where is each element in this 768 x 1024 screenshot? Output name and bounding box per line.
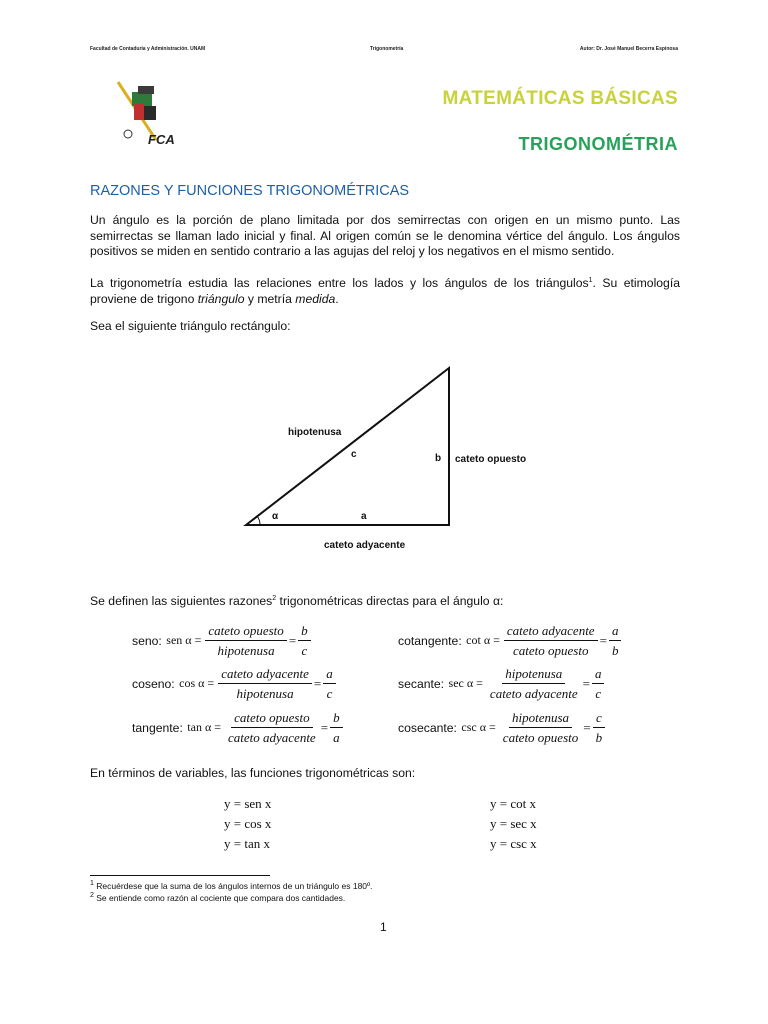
logo-text: FCA [148, 132, 175, 147]
paragraph-3: Sea el siguiente triángulo rectángulo: [90, 319, 291, 333]
side-b-label: b [435, 453, 442, 464]
var-csc: y = csc x [490, 836, 537, 851]
paragraph-2: La trigonometría estudia las relaciones entre los lados y los ángulos de los triángulos$^1$. Su etimología proviene de trigono triángulo y metría medida. [90, 276, 680, 306]
alpha-label: α [272, 511, 279, 522]
side-c-label: c [351, 449, 357, 460]
paragraph-5: En términos de variables, las funciones trigonométricas son: [90, 766, 416, 780]
var-tan: y = tan x [224, 836, 270, 851]
hypotenuse-label: hipotenusa [288, 427, 342, 438]
header-right: Autor: Dr. José Manuel Becerra Espinosa [579, 46, 678, 52]
var-cos: y = cos x [224, 816, 272, 831]
adjacent-label: cateto adyacente [324, 540, 406, 551]
header-left: Facultad de Contaduría y Administración. UNAM [90, 46, 206, 52]
footnote-2: $^2$ Se entiende como razón al cociente que compara dos cantidades. [90, 892, 346, 903]
var-sec: y = sec x [490, 816, 537, 831]
page-number: 1 [380, 920, 387, 934]
opposite-label: cateto opuesto [455, 454, 527, 465]
formula-cosecante: cosecante: csc α = $\frac{\text{hipotenusa}}{\text{cateto opuesto}}$ = $\frac{c}{b}$ [398, 709, 607, 746]
formula-secante: secante: sec α = $\frac{\text{hipotenusa}}{\text{cateto adyacente}}$ = $\frac{a}{c}$ [398, 665, 606, 702]
title-sub: TRIGONOMÉTRIA [518, 134, 678, 154]
formula-cotangente: cotangente: cot α = $\frac{\text{cateto adyacente}}{\text{cateto opuesto}}$ = $\frac{a}{b}$ [398, 622, 623, 659]
formula-coseno: coseno: cos α = $\frac{\text{cateto adyacente}}{\text{hipotenusa}}$ = $\frac{a}{c}$ [132, 665, 338, 702]
var-sen: y = sen x [224, 796, 272, 811]
section-title: RAZONES Y FUNCIONES TRIGONOMÉTRICAS [90, 183, 410, 199]
footnote-1: $^1$ Recuérdese que la suma de los ángulos internos de un triángulo es 180º. [90, 880, 373, 891]
paragraph-1: Un ángulo es la porción de plano limitada por dos semirrectas con origen en un mismo punto. Las semirrectas se llaman lado inicial y final. Al origen común se le denomina vértice del ángulo. Los ángulos positivos se miden en sentido contrario a las agujas del reloj y los negativos en el mismo sentido. [90, 213, 680, 258]
title-main: MATEMÁTICAS BÁSICAS [442, 88, 678, 109]
var-cot: y = cot x [490, 796, 536, 811]
paragraph-4: Se definen las siguientes razones$^2$ trigonométricas directas para el ángulo α: [90, 594, 504, 609]
logo [110, 78, 190, 148]
formula-tangente: tangente: tan α = $\frac{\text{cateto opuesto}}{\text{cateto adyacente}}$ = $\frac{b}{a}$ [132, 709, 345, 746]
formula-seno: seno: sen α = $\frac{\text{cateto opuesto}}{\text{hipotenusa}}$ = $\frac{b}{c}$ [132, 622, 313, 659]
side-a-label: a [361, 511, 367, 522]
header-center: Trigonometría [370, 46, 404, 52]
footnote-rule [90, 875, 270, 876]
